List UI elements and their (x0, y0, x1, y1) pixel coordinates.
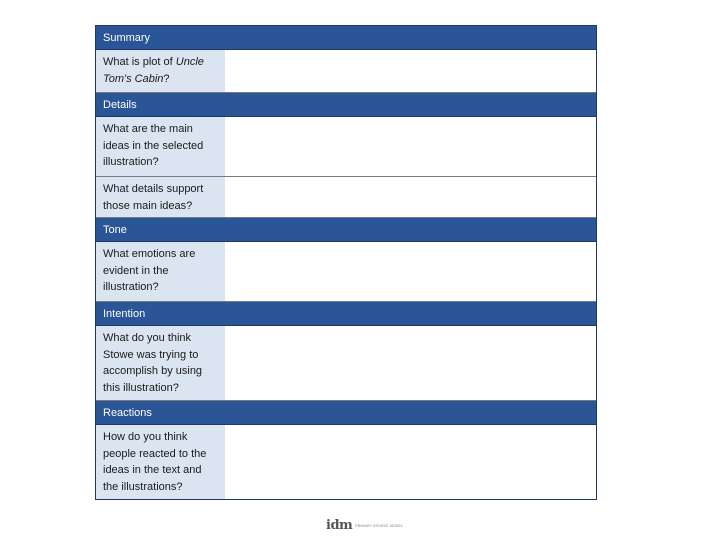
answer-cell[interactable] (225, 326, 596, 400)
section-header-intention: Intention (96, 302, 596, 326)
question-row (96, 425, 596, 499)
book-title-text: Uncle Tom's Cabin (103, 56, 204, 85)
logo-mark: idm (326, 518, 353, 533)
section-header-summary: Summary (96, 26, 596, 50)
worksheet-table (95, 25, 597, 500)
question-punctuation: ? (163, 72, 170, 85)
logo-tagline: PRIMARY SOURCE MODEL (355, 523, 404, 528)
section-header-reactions: Reactions (96, 401, 596, 425)
answer-cell[interactable] (225, 242, 596, 301)
section-header-tone: Tone (96, 218, 596, 242)
question-cell: What details support those main ideas? (96, 177, 225, 217)
footer-logo (326, 518, 403, 533)
question-row (96, 177, 596, 218)
question-text: What is plot of (103, 56, 176, 68)
answer-cell[interactable] (225, 117, 596, 176)
section-header-details: Details (96, 93, 596, 117)
question-cell: What are the main ideas in the selected illustration? (96, 117, 225, 176)
question-row (96, 50, 596, 93)
question-cell: What do you think Stowe was trying to accomplish by using this illustration? (96, 326, 225, 400)
question-cell: How do you think people reacted to the ideas in the text and the illustrations? (96, 425, 225, 499)
question-cell: What emotions are evident in the illustration? (96, 242, 225, 301)
answer-cell[interactable] (225, 50, 596, 92)
answer-cell[interactable] (225, 177, 596, 217)
question-row (96, 117, 596, 177)
question-cell (96, 50, 225, 92)
question-row (96, 326, 596, 401)
question-row (96, 242, 596, 302)
answer-cell[interactable] (225, 425, 596, 499)
